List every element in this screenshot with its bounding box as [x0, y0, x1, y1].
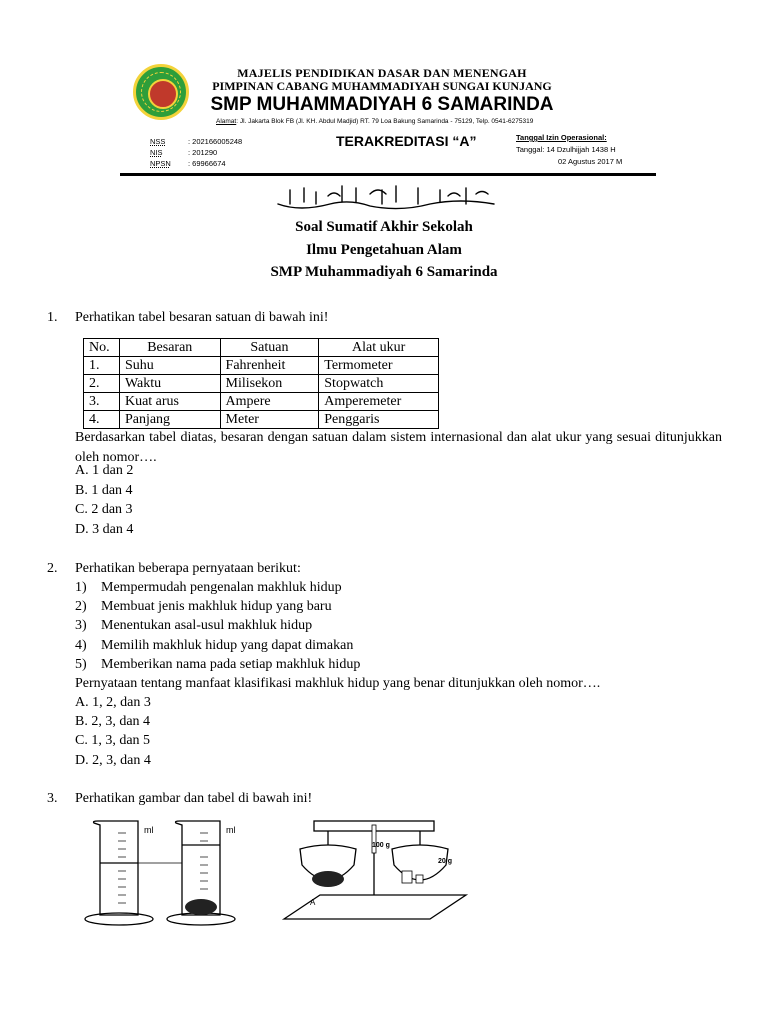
table-row	[84, 375, 439, 393]
q3-prompt: Perhatikan gambar dan tabel di bawah ini!	[75, 791, 313, 806]
table-cell: Panjang	[119, 411, 220, 429]
balance-scale-figure	[280, 815, 470, 930]
q3-number: 3.	[47, 791, 58, 806]
cylinder-unit-label: ml	[144, 825, 154, 835]
q1-option-a[interactable]: A. 1 dan 2	[75, 463, 134, 478]
mass-small-label: 20 g	[438, 858, 453, 865]
nis-row: NIS : 201290	[150, 148, 218, 157]
table-cell: 4.	[84, 411, 120, 429]
permit-title: Tanggal Izin Operasional:	[516, 133, 607, 142]
table-cell: 2.	[84, 375, 120, 393]
q1-prompt: Perhatikan tabel besaran satuan di bawah ini!	[75, 310, 329, 325]
school-name: SMP MUHAMMADIYAH 6 SAMARINDA	[210, 94, 554, 115]
measuring-cylinders-figure	[80, 815, 250, 930]
table-cell: 1.	[84, 357, 120, 375]
table-cell: Suhu	[119, 357, 220, 375]
q1-option-d[interactable]: D. 3 dan 4	[75, 522, 134, 537]
table-cell: Termometer	[319, 357, 439, 375]
table-cell: Waktu	[119, 375, 220, 393]
title-line3: SMP Muhammadiyah 6 Samarinda	[270, 264, 498, 280]
school-logo	[133, 64, 189, 120]
list-item: 5) Memberikan nama pada setiap makhluk hidup	[75, 657, 361, 672]
q2-number: 2.	[47, 561, 58, 576]
accreditation: TERAKREDITASI “A”	[336, 133, 477, 149]
list-item: 3) Menentukan asal-usul makhluk hidup	[75, 618, 313, 633]
npsn-row: NPSN : 69966674	[150, 159, 226, 168]
permit-date-masehi: 02 Agustus 2017 M	[558, 157, 623, 166]
table-cell: Kuat arus	[119, 393, 220, 411]
table-header-row	[84, 339, 439, 357]
table-cell: Amperemeter	[319, 393, 439, 411]
table-header: Besaran	[119, 339, 220, 357]
table-row	[84, 393, 439, 411]
letterhead-rule	[120, 173, 656, 176]
school-address: Alamat: Jl. Jakarta Blok FB (Jl. KH. Abdul Madjid) RT. 79 Loa Bakung Samarinda - 75129, Telp. 0541-6275319	[216, 118, 534, 125]
list-item: 4) Memilih makhluk hidup yang dapat dimakan	[75, 638, 354, 653]
q1-option-b[interactable]: B. 1 dan 4	[75, 483, 133, 498]
q1-table	[83, 338, 439, 429]
q2-option-b[interactable]: B. 2, 3, dan 4	[75, 714, 151, 729]
q1-number: 1.	[47, 310, 58, 325]
table-row	[84, 357, 439, 375]
q2-option-d[interactable]: D. 2, 3, dan 4	[75, 753, 151, 768]
title-line1: Soal Sumatif Akhir Sekolah	[295, 219, 473, 235]
permit-date-hijri: Tanggal: 14 Dzulhijjah 1438 H	[516, 145, 616, 154]
list-item: 1) Mempermudah pengenalan makhluk hidup	[75, 580, 342, 595]
q1-option-c[interactable]: C. 2 dan 3	[75, 502, 133, 517]
q2-prompt: Perhatikan beberapa pernyataan berikut:	[75, 561, 301, 576]
q1-question: Berdasarkan tabel diatas, besaran dengan satuan dalam sistem internasional dan alat ukur yang sesuai ditunjukkan oleh nomor….	[75, 430, 722, 465]
nss-row: NSS : 202166005248	[150, 137, 243, 146]
table-cell: Stopwatch	[319, 375, 439, 393]
table-header: No.	[84, 339, 120, 357]
q2-option-a[interactable]: A. 1, 2, dan 3	[75, 695, 151, 710]
q2-option-c[interactable]: C. 1, 3, dan 5	[75, 733, 151, 748]
q2-question: Pernyataan tentang manfaat klasifikasi makhluk hidup yang benar ditunjukkan oleh nomor….	[75, 676, 601, 691]
cylinder-unit-label: ml	[226, 825, 236, 835]
table-cell: 3.	[84, 393, 120, 411]
table-cell: Penggaris	[319, 411, 439, 429]
table-header: Alat ukur	[319, 339, 439, 357]
table-cell: Milisekon	[220, 375, 319, 393]
table-row	[84, 411, 439, 429]
bismillah-calligraphy	[270, 182, 502, 216]
title-line2: Ilmu Pengetahuan Alam	[306, 242, 462, 258]
pan-label: A	[310, 898, 316, 907]
list-item: 2) Membuat jenis makhluk hidup yang baru	[75, 599, 332, 614]
letterhead-line1: MAJELIS PENDIDIKAN DASAR DAN MENENGAH	[237, 66, 527, 80]
table-cell: Meter	[220, 411, 319, 429]
letterhead-line2: PIMPINAN CABANG MUHAMMADIYAH SUNGAI KUNJANG	[212, 79, 552, 93]
table-cell: Ampere	[220, 393, 319, 411]
table-header: Satuan	[220, 339, 319, 357]
table-cell: Fahrenheit	[220, 357, 319, 375]
mass-large-label: 100 g	[372, 842, 390, 849]
